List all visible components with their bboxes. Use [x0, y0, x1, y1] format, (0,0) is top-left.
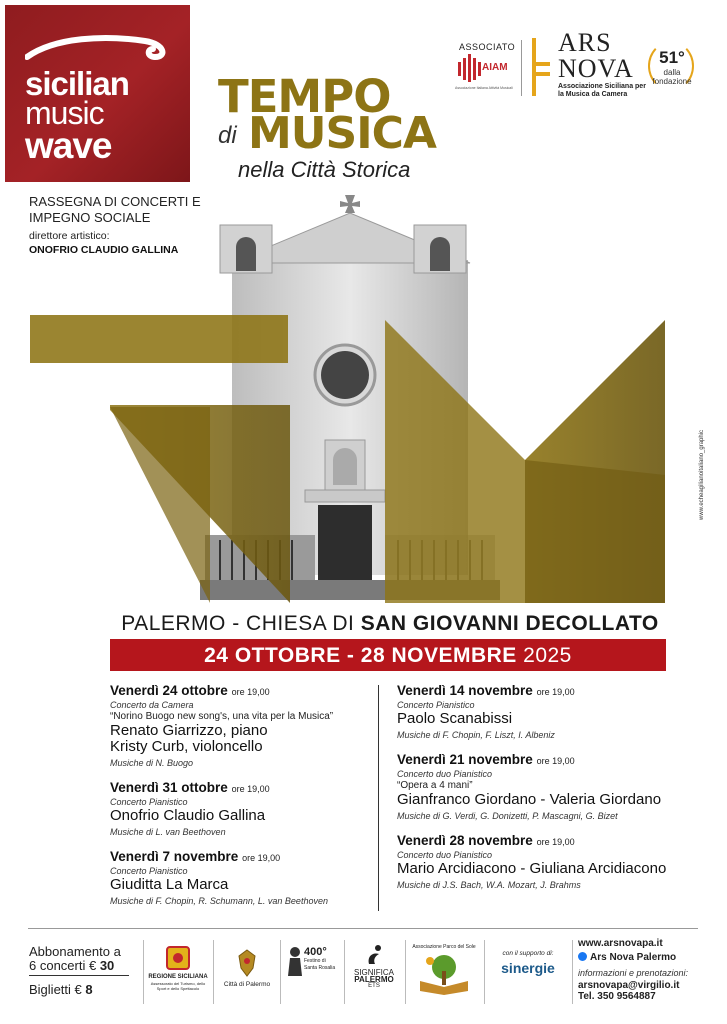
event-type: Concerto da Camera — [110, 700, 194, 710]
event-day — [397, 833, 697, 850]
event-type: Concerto duo Pianistico — [397, 769, 493, 779]
event-day — [110, 683, 380, 700]
title-tempo: TEMPO — [218, 70, 391, 123]
footer-sep — [484, 940, 485, 1004]
venue-name: SAN GIOVANNI DECOLLATO — [360, 612, 659, 635]
significa-mark-icon — [363, 944, 385, 966]
abbonamento-text — [29, 945, 121, 973]
event-item — [110, 780, 380, 839]
anniversary-number: 51° — [659, 48, 685, 67]
regione-logo — [148, 945, 208, 991]
citta-name: Città di Palermo — [223, 981, 271, 988]
event-time: ore 19,00 — [242, 853, 281, 863]
title-di: di — [218, 122, 237, 149]
supporto-label: con il supporto di: — [502, 950, 554, 957]
regione-sub: Assessorato del Turismo, dello Sport e dello Spettacolo — [150, 981, 206, 991]
header-divider — [521, 40, 522, 96]
event-performer: Renato Giarrizzo, piano — [110, 722, 268, 739]
significa-line-3: ETS — [368, 983, 380, 989]
program-column-right — [397, 683, 697, 902]
program-column-left — [110, 683, 380, 918]
rassegna-text: RASSEGNA DI CONCERTI E IMPEGNO SOCIALE — [29, 194, 201, 225]
significa-line-1: SIGNIFICA — [353, 968, 394, 977]
event-performer: Kristy Curb, violoncello — [110, 738, 263, 755]
ars-nova-line-1: ARS — [558, 28, 612, 57]
event-item — [110, 683, 380, 770]
event-music: Musiche di N. Buogo — [110, 758, 194, 768]
event-time: ore 19,00 — [231, 687, 270, 697]
event-music: Musiche di L. van Beethoven — [110, 827, 226, 837]
event-date: Venerdì 7 novembre — [110, 849, 239, 864]
significa-logo — [348, 944, 400, 990]
event-date: Venerdì 14 novembre — [397, 683, 533, 698]
church-illustration — [0, 185, 727, 605]
program-divider — [378, 685, 379, 911]
scroll-ornament-icon — [25, 27, 175, 67]
abbonamento-line-2 — [29, 959, 121, 973]
footer-sep — [344, 940, 345, 1004]
event-time: ore 19,00 — [231, 784, 270, 794]
event-date: Venerdì 31 ottobre — [110, 780, 228, 795]
eagle-crest-icon — [235, 948, 259, 978]
sinergie-logo — [488, 950, 568, 976]
event-music: Musiche di G. Verdi, G. Donizetti, P. Mascagni, G. Bizet — [397, 811, 618, 821]
event-day — [110, 780, 380, 797]
dates-range: 24 OTTOBRE - 28 NOVEMBRE — [204, 644, 517, 667]
event-time: ore 19,00 — [536, 687, 575, 697]
footer-sep — [280, 940, 281, 1004]
event-date: Venerdì 21 novembre — [397, 752, 533, 767]
santa-rosalia-icon — [286, 946, 304, 976]
biglietti-label: Biglietti € — [29, 982, 86, 997]
website-link[interactable]: www.arsnovapa.it — [578, 938, 663, 949]
facebook-icon — [578, 952, 587, 961]
title-musica: MUSICA — [248, 108, 436, 159]
footer-sep — [143, 940, 144, 1004]
logo-line-2: music — [25, 95, 104, 131]
anniversary-subtitle: dalla fondazione — [652, 68, 692, 86]
logo-line-1: sicilian — [25, 65, 129, 102]
significa-line-2: PALERMO — [354, 975, 394, 984]
event-date: Venerdì 28 novembre — [397, 833, 533, 848]
event-type: Concerto duo Pianistico — [397, 850, 493, 860]
sinergie-name: sinergie — [501, 960, 555, 976]
event-music: Musiche di F. Chopin, R. Schumann, L. van Beethoven — [110, 896, 328, 906]
event-performer: Mario Arcidiacono - Giuliana Arcidiacono — [397, 860, 667, 877]
dates-banner — [110, 639, 666, 671]
venue-prefix: PALERMO - CHIESA DI — [121, 612, 361, 635]
regione-name: REGIONE SICILIANA — [148, 974, 208, 980]
ars-nova-subtitle: Associazione Siciliana per la Musica da Camera — [558, 83, 646, 98]
event-type: Concerto Pianistico — [110, 797, 188, 807]
event-description: “Norino Buogo new song's, una vita per la Musica” — [110, 711, 334, 722]
event-time: ore 19,00 — [536, 756, 575, 766]
event-item — [110, 849, 380, 908]
aiam-subtitle: Associazione Italiana Attività Musicali — [455, 86, 513, 90]
direttore-name: ONOFRIO CLAUDIO GALLINA — [29, 244, 179, 256]
logo-line-3: wave — [25, 125, 112, 166]
event-performer: Paolo Scanabissi — [397, 710, 513, 727]
price-divider — [29, 975, 129, 976]
parco-name: Associazione Parco del Sole — [412, 944, 476, 950]
event-day — [397, 683, 697, 700]
event-music: Musiche di J.S. Bach, W.A. Mozart, J. Brahms — [397, 880, 581, 890]
venue-title — [110, 612, 670, 636]
phone-number[interactable]: Tel. 350 9564887 — [578, 991, 656, 1002]
info-label: informazioni e prenotazioni: — [578, 968, 689, 978]
footer-sep — [213, 940, 214, 1004]
facebook-label: Ars Nova Palermo — [590, 952, 677, 963]
footer-sep — [405, 940, 406, 1004]
event-performer: Gianfranco Giordano - Valeria Giordano — [397, 791, 662, 808]
festino-number: 400° — [304, 946, 327, 958]
aiam-text: AIAM — [482, 62, 508, 73]
festino-logo — [286, 946, 336, 976]
event-type: Concerto Pianistico — [397, 700, 475, 710]
event-type: Concerto Pianistico — [110, 866, 188, 876]
abbonamento-label: 6 concerti € — [29, 958, 100, 973]
event-item — [397, 752, 697, 823]
trinacria-icon — [165, 945, 191, 971]
ars-nova-line-2: NOVA — [558, 54, 634, 83]
associato-label: ASSOCIATO — [459, 42, 516, 52]
event-item — [397, 683, 697, 742]
dates-year: 2025 — [516, 644, 572, 667]
event-day — [110, 849, 380, 866]
email-link[interactable]: arsnovapa@virgilio.it — [578, 980, 680, 991]
event-day — [397, 752, 697, 769]
event-music: Musiche di F. Chopin, F. Liszt, I. Albeniz — [397, 730, 555, 740]
event-performer: Giuditta La Marca — [110, 876, 229, 893]
citta-logo — [218, 948, 276, 988]
abbonamento-line-1: Abbonamento a — [29, 944, 121, 959]
parco-del-sole-logo — [410, 944, 478, 998]
festino-sub: Festino di Santa Rosalia — [304, 958, 336, 971]
footer-divider — [28, 928, 698, 929]
title-subtitle: nella Città Storica — [238, 157, 411, 182]
biglietti-text — [29, 982, 93, 997]
abbonamento-price: 30 — [99, 958, 115, 973]
biglietti-price: 8 — [85, 982, 93, 997]
ars-nova-mark-icon — [530, 38, 552, 96]
photo-credit: www.echeagilianoitaliano_graphic — [699, 429, 705, 520]
sicilian-music-wave-logo — [5, 5, 190, 182]
facebook-link[interactable] — [578, 952, 676, 963]
event-time: ore 19,00 — [536, 837, 575, 847]
footer-sep — [572, 940, 573, 1004]
event-date: Venerdì 24 ottobre — [110, 683, 228, 698]
event-item — [397, 833, 697, 892]
book-tree-icon — [416, 951, 472, 995]
event-description: “Opera a 4 mani” — [397, 780, 473, 791]
event-performer: Onofrio Claudio Gallina — [110, 807, 266, 824]
direttore-label: direttore artistico: — [29, 230, 110, 242]
